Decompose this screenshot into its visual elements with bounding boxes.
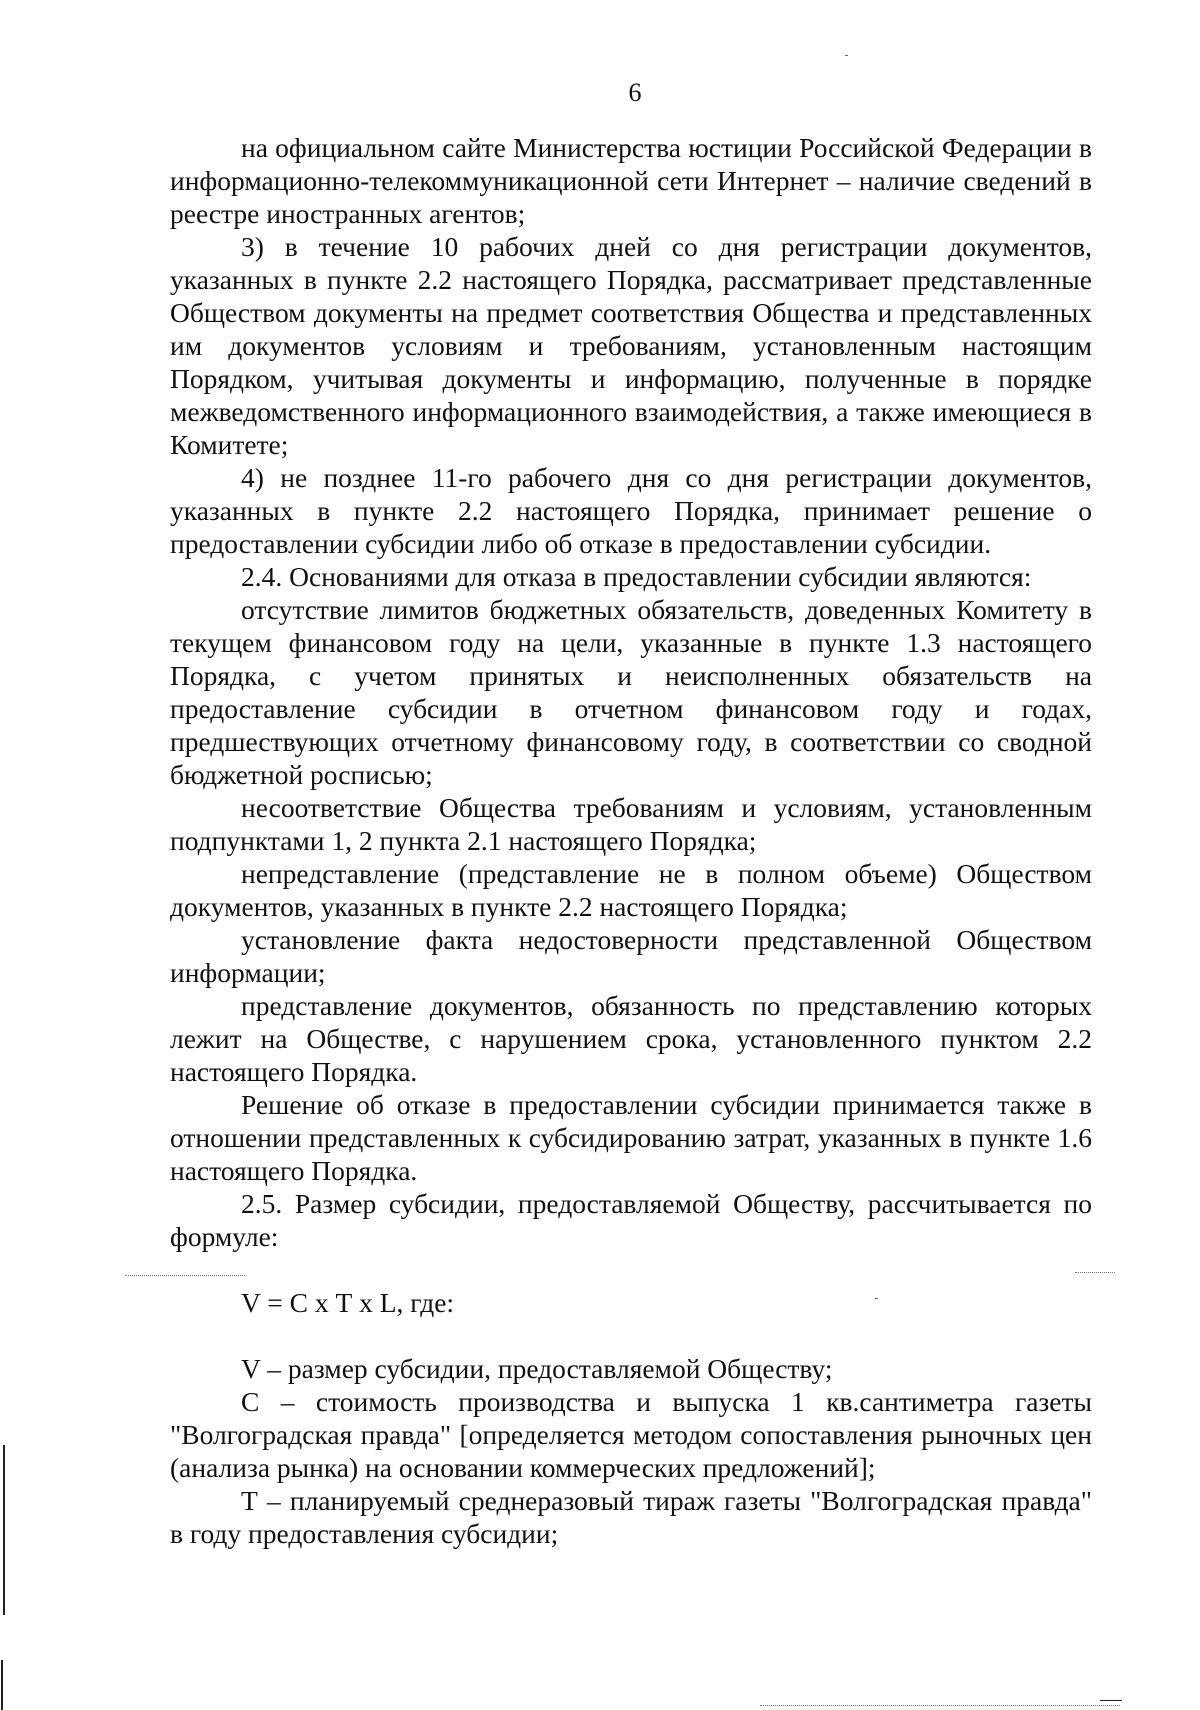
definition: С – стоимость производства и выпуска 1 кв.сантиметра газеты "Волгоградская правда" [определяется методом сопоставления рыночных цен (анализа рынка) на основании коммерческих предложений];: [170, 1386, 1092, 1483]
scan-speck: [845, 55, 848, 56]
scan-artifact-dots: [125, 1275, 245, 1276]
paragraph: установление факта недостоверности представленной Обществом информации;: [170, 924, 1092, 988]
paragraph: несоответствие Общества требованиям и условиям, установленным подпунктами 1, 2 пункта 2.1 настоящего Порядка;: [170, 792, 1092, 856]
document-body: [170, 131, 1092, 1550]
formula: V = С х Т х L, где:: [241, 1287, 455, 1318]
paragraph: 3) в течение 10 рабочих дней со дня регистрации документов, указанных в пункте 2.2 настоящего Порядка, рассматривает представленные Обществом документы на предмет соответствия Общества и представленных им документов условиям и требованиям, установленным настоящим Порядком, учитывая документы и информацию, полученные в порядке межведомственного информационного взаимодействия, а также имеющиеся в Комитете;: [170, 231, 1092, 460]
paragraph: непредставление (представление не в полном объеме) Обществом документов, указанных в пункте 2.2 настоящего Порядка;: [170, 858, 1092, 922]
scan-edge-line: [1100, 1700, 1122, 1701]
scan-edge-line: [1, 1660, 3, 1710]
scan-speck: [875, 1298, 878, 1299]
paragraph: 4) не позднее 11-го рабочего дня со дня регистрации документов, указанных в пункте 2.2 настоящего Порядка, принимает решение о предоставлении субсидии либо об отказе в предоставлении субсидии.: [170, 462, 1092, 559]
paragraph: 2.5. Размер субсидии, предоставляемой Обществу, рассчитывается по формуле:: [170, 1188, 1092, 1252]
scan-artifact-dots: [760, 1705, 1120, 1706]
paragraph: представление документов, обязанность по представлению которых лежит на Обществе, с нарушением срока, установленного пунктом 2.2 настоящего Порядка.: [170, 990, 1092, 1087]
definition: Т – планируемый среднеразовый тираж газеты "Волгоградская правда" в году предоставления субсидии;: [170, 1485, 1092, 1549]
paragraph: 2.4. Основаниями для отказа в предоставлении субсидии являются:: [241, 561, 1032, 592]
paragraph: на официальном сайте Министерства юстиции Российской Федерации в информационно-телекоммуникационной сети Интернет – наличие сведений в реестре иностранных агентов;: [170, 132, 1092, 229]
paragraph: Решение об отказе в предоставлении субсидии принимается также в отношении представленных к субсидированию затрат, указанных в пункте 1.6 настоящего Порядка.: [170, 1089, 1092, 1186]
page-number: 6: [628, 78, 642, 107]
definition: V – размер субсидии, предоставляемой Обществу;: [241, 1353, 833, 1384]
scan-edge-line: [3, 1445, 5, 1615]
paragraph: отсутствие лимитов бюджетных обязательств, доведенных Комитету в текущем финансовом году на цели, указанные в пункте 1.3 настоящего Порядка, с учетом принятых и неисполненных обязательств на предоставление субсидии в отчетном финансовом году и годах, предшествующих отчетному финансовому году, в соответствии со сводной бюджетной росписью;: [170, 594, 1092, 790]
scan-artifact-dots: [1075, 1272, 1115, 1273]
